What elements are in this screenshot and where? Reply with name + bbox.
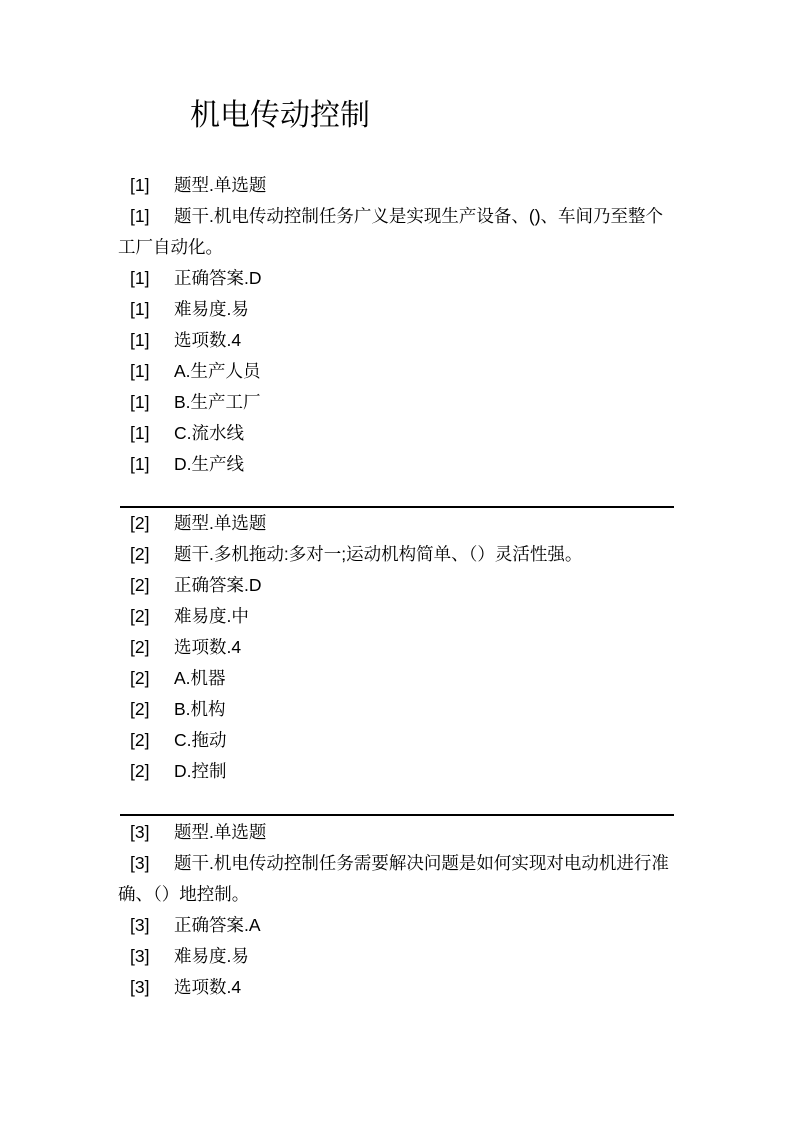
- question-line: [118, 756, 674, 787]
- question-line: [118, 325, 674, 356]
- question-text: 难易度.易: [174, 299, 249, 319]
- question-text: 难易度.中: [174, 606, 249, 626]
- question-line: [118, 418, 674, 449]
- question-text: 难易度.易: [174, 946, 249, 966]
- question-text: 选项数.4: [174, 637, 242, 657]
- question-block-1: [118, 170, 674, 480]
- question-line: [118, 725, 674, 756]
- question-number: [3]: [130, 946, 150, 966]
- question-line: [118, 201, 674, 263]
- question-line: [118, 972, 674, 1003]
- question-number: [2]: [130, 730, 150, 750]
- question-text: 选项数.4: [174, 330, 242, 350]
- question-text: 正确答案.D: [174, 268, 262, 288]
- question-text: B.生产工厂: [174, 392, 261, 412]
- question-number: [2]: [130, 699, 150, 719]
- question-line: [118, 601, 674, 632]
- question-line: [118, 508, 674, 539]
- question-number: [2]: [130, 606, 150, 626]
- question-text: 题型.单选题: [174, 822, 267, 842]
- question-line: [118, 663, 674, 694]
- question-line: [118, 694, 674, 725]
- question-text: 题干.机电传动控制任务需要解决问题是如何实现对电动机进行准确、（）地控制。: [118, 853, 669, 904]
- question-number: [2]: [130, 513, 150, 533]
- question-number: [2]: [130, 761, 150, 781]
- divider: [120, 814, 674, 816]
- question-line: [118, 570, 674, 601]
- question-number: [3]: [130, 977, 150, 997]
- question-line: [118, 387, 674, 418]
- question-text: C.拖动: [174, 730, 227, 750]
- question-line: [118, 848, 674, 910]
- question-number: [1]: [130, 268, 150, 288]
- question-line: [118, 910, 674, 941]
- question-text: D.控制: [174, 761, 227, 781]
- question-text: C.流水线: [174, 423, 244, 443]
- question-line: [118, 449, 674, 480]
- question-number: [3]: [130, 822, 150, 842]
- document-title: 机电传动控制: [190, 99, 370, 132]
- question-line: [118, 294, 674, 325]
- question-text: 选项数.4: [174, 977, 242, 997]
- question-line: [118, 941, 674, 972]
- question-number: [1]: [130, 206, 150, 226]
- question-block-2: [118, 508, 674, 787]
- question-text: 正确答案.D: [174, 575, 262, 595]
- question-number: [2]: [130, 544, 150, 564]
- question-text: 题型.单选题: [174, 513, 267, 533]
- question-number: [3]: [130, 853, 150, 873]
- question-line: [118, 539, 674, 570]
- question-text: 正确答案.A: [174, 915, 261, 935]
- question-number: [1]: [130, 361, 150, 381]
- question-text: 题干.机电传动控制任务广义是实现生产设备、()、车间乃至整个工厂自动化。: [118, 206, 664, 257]
- question-line: [118, 263, 674, 294]
- question-number: [1]: [130, 392, 150, 412]
- question-number: [1]: [130, 454, 150, 474]
- question-text: 题型.单选题: [174, 175, 267, 195]
- question-number: [1]: [130, 175, 150, 195]
- question-line: [118, 356, 674, 387]
- question-number: [2]: [130, 668, 150, 688]
- question-number: [1]: [130, 299, 150, 319]
- question-text: A.生产人员: [174, 361, 261, 381]
- question-line: [118, 170, 674, 201]
- question-text: 题干.多机拖动:多对一;运动机构简单、（）灵活性强。: [174, 544, 583, 564]
- question-block-3: [118, 817, 674, 1003]
- question-text: A.机器: [174, 668, 226, 688]
- question-number: [2]: [130, 637, 150, 657]
- question-number: [2]: [130, 575, 150, 595]
- question-line: [118, 632, 674, 663]
- question-text: B.机构: [174, 699, 226, 719]
- question-line: [118, 817, 674, 848]
- question-number: [1]: [130, 330, 150, 350]
- question-text: D.生产线: [174, 454, 244, 474]
- question-number: [3]: [130, 915, 150, 935]
- question-number: [1]: [130, 423, 150, 443]
